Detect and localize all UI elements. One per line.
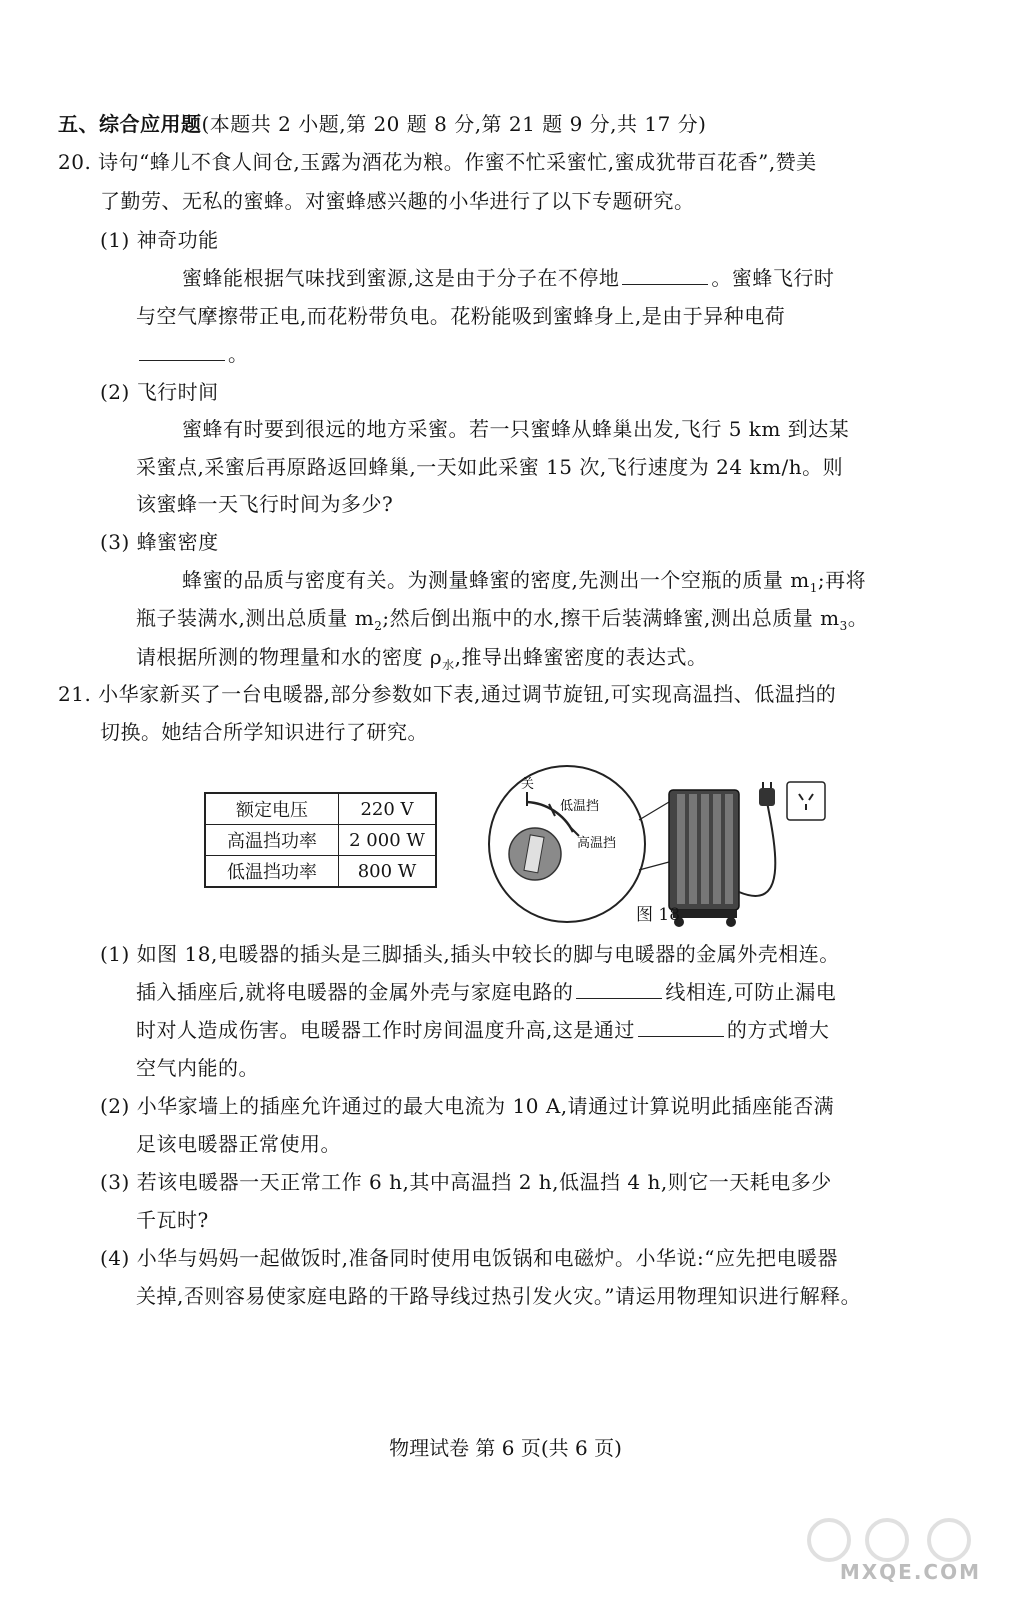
watermark-text: MXQE.COM: [839, 1560, 981, 1584]
answer-blank[interactable]: [638, 1016, 724, 1037]
q20-line-1: 20. 诗句“蜂儿不食人间仓,玉露为酒花为粮。作蜜不忙采蜜忙,蜜成犹带百花香”,赞美: [58, 150, 817, 174]
answer-blank[interactable]: [576, 978, 662, 999]
answer-blank[interactable]: [139, 340, 225, 361]
table-row: [205, 856, 436, 888]
table-cell-value: 800 W: [339, 856, 437, 888]
q21-part1-line-1: (1) 如图 18,电暖器的插头是三脚插头,插头中较长的脚与电暖器的金属外壳相连。: [100, 942, 840, 966]
label-off: 关: [521, 777, 535, 792]
section-note: (本题共 2 小题,第 20 题 8 分,第 21 题 9 分,共 17 分): [201, 112, 707, 136]
q21-part3-line-1: (3) 若该电暖器一天正常工作 6 h,其中高温挡 2 h,低温挡 4 h,则它一天耗电多少: [100, 1170, 832, 1194]
table-cell-key: 高温挡功率: [205, 825, 339, 856]
q21-part3-line-2: 千瓦时?: [136, 1208, 209, 1232]
label-low: 低温挡: [560, 799, 600, 814]
table-cell-value: 220 V: [339, 793, 437, 825]
q20-part1-line-3: 。: [136, 340, 249, 368]
spec-table: [204, 792, 437, 888]
q20-part2-title: (2) 飞行时间: [100, 380, 219, 404]
table-row: [205, 793, 436, 825]
q20-line-2: 了勤劳、无私的蜜蜂。对蜜蜂感兴趣的小华进行了以下专题研究。: [100, 189, 695, 213]
section-heading: [58, 110, 707, 138]
q21-part2-line-1: (2) 小华家墙上的插座允许通过的最大电流为 10 A,请通过计算说明此插座能否满: [100, 1094, 835, 1118]
socket-icon: [787, 782, 825, 820]
q20-part2-line-2: 采蜜点,采蜜后再原路返回蜂巢,一天如此采蜜 15 次,飞行速度为 24 km/h。则: [136, 455, 844, 479]
q21-part2-line-2: 足该电暖器正常使用。: [136, 1132, 341, 1156]
figure-caption: 图 18: [636, 905, 681, 925]
q21-line-1: 21. 小华家新买了一台电暖器,部分参数如下表,通过调节旋钮,可实现高温挡、低温挡的: [58, 682, 837, 706]
table-cell-value: 2 000 W: [339, 825, 437, 856]
section-title: 五、综合应用题: [58, 112, 202, 136]
table-cell-key: 额定电压: [205, 793, 339, 825]
q20-part3-line-3: 请根据所测的物理量和水的密度 $\rho_水$,推导出蜂蜜密度的表达式。: [136, 645, 708, 672]
power-cord: [739, 802, 775, 896]
page-footer: 物理试卷 第 6 页(共 6 页): [389, 1436, 622, 1460]
q21-part4-line-1: (4) 小华与妈妈一起做饭时,准备同时使用电饭锅和电磁炉。小华说:“应先把电暖器: [100, 1246, 839, 1270]
q20-part1-line-2: 与空气摩擦带正电,而花粉带负电。花粉能吸到蜜蜂身上,是由于异种电荷: [136, 304, 786, 328]
plug-icon: [759, 788, 775, 806]
q20-part2-line-1: 蜜蜂有时要到很远的地方采蜜。若一只蜜蜂从蜂巢出发,飞行 5 km 到达某: [182, 417, 850, 441]
q21-part4-line-2: 关掉,否则容易使家庭电路的干路导线过热引发火灾。”请运用物理知识进行解释。: [136, 1284, 862, 1308]
q21-part1-line-3: 时对人造成伤害。电暖器工作时房间温度升高,这是通过 的方式增大: [136, 1018, 830, 1042]
q21-part1-line-4: 空气内能的。: [136, 1056, 259, 1080]
q20-part1-line-1: 蜜蜂能根据气味找到蜜源,这是由于分子在不停地 。蜜蜂飞行时: [182, 266, 835, 290]
q21-part1-line-2: 插入插座后,就将电暖器的金属外壳与家庭电路的 线相连,可防止漏电: [136, 980, 837, 1004]
q21-line-2: 切换。她结合所学知识进行了研究。: [100, 720, 428, 744]
q20-part3-line-1: 蜂蜜的品质与密度有关。为测量蜂蜜的密度,先测出一个空瓶的质量 $m_1$;再将: [182, 568, 867, 595]
q20-part3-title: (3) 蜂蜜密度: [100, 530, 219, 554]
q20-part3-line-2: 瓶子装满水,测出总质量 $m_2$;然后倒出瓶中的水,擦干后装满蜂蜜,测出总质量 $m_3$。: [136, 606, 869, 633]
q20-part1-title: (1) 神奇功能: [100, 228, 219, 252]
answer-blank[interactable]: [622, 264, 708, 285]
table-row: [205, 825, 436, 856]
figure-18: [487, 762, 927, 932]
table-cell-key: 低温挡功率: [205, 856, 339, 888]
q20-part2-line-3: 该蜜蜂一天飞行时间为多少?: [136, 492, 394, 516]
label-high: 高温挡: [577, 836, 617, 851]
